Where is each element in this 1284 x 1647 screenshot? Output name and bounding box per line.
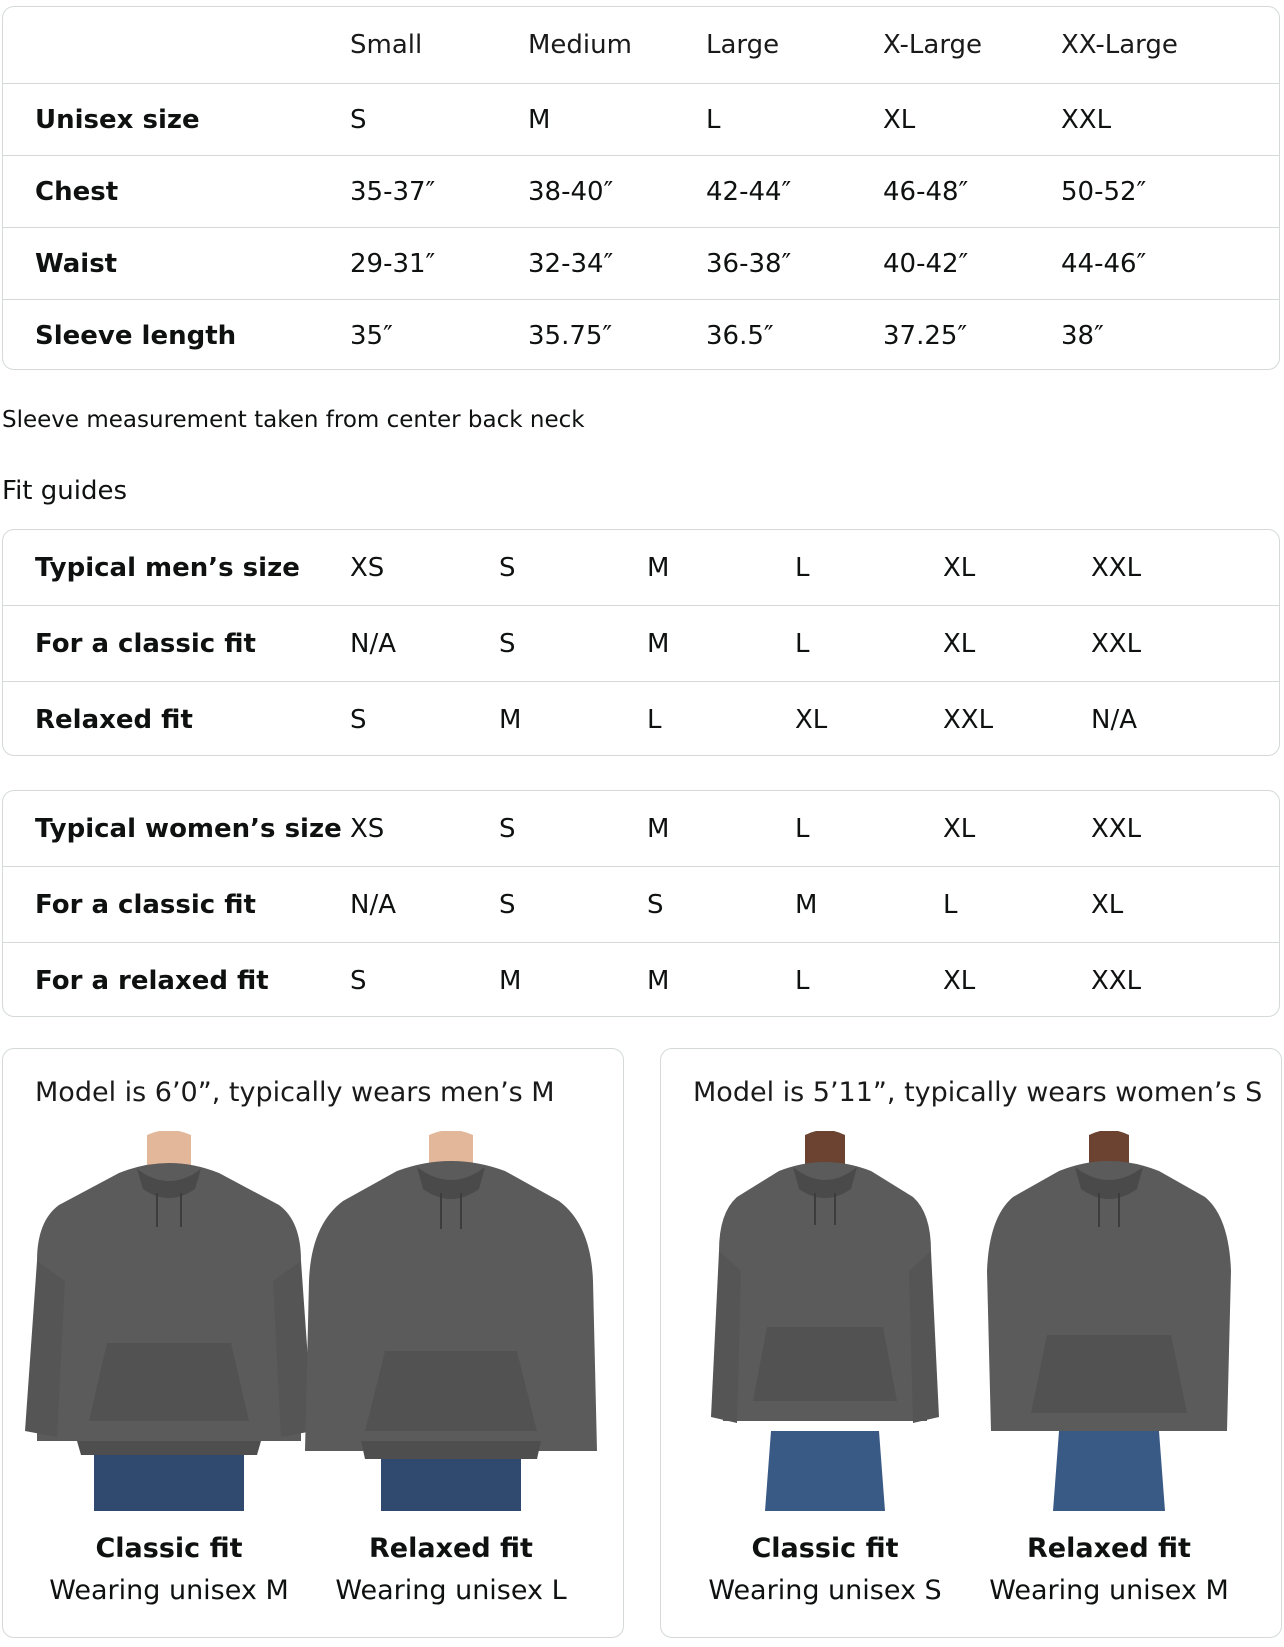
table-cell: 40-42″ <box>883 248 969 279</box>
table-cell: S <box>350 704 367 735</box>
table-cell: 50-52″ <box>1061 176 1147 207</box>
row-label: For a relaxed fit <box>35 965 269 996</box>
table-row <box>3 681 1279 756</box>
row-label: Chest <box>35 176 119 207</box>
table-cell: S <box>647 889 664 920</box>
womens-model-card <box>660 1048 1282 1638</box>
table-cell: XL <box>943 628 976 659</box>
row-label: For a classic fit <box>35 889 256 920</box>
table-cell: 37.25″ <box>883 320 968 351</box>
table-cell: L <box>706 104 721 135</box>
row-label: Typical men’s size <box>35 552 300 583</box>
table-row <box>3 791 1279 866</box>
size-header-small: Small <box>350 30 423 60</box>
table-cell: XXL <box>943 704 994 735</box>
table-cell: 46-48″ <box>883 176 969 207</box>
table-cell: S <box>499 552 516 583</box>
table-cell: XS <box>350 552 385 583</box>
table-cell: 36-38″ <box>706 248 792 279</box>
table-cell: 36.5″ <box>706 320 774 351</box>
table-row <box>3 227 1279 299</box>
table-cell: 35.75″ <box>528 320 613 351</box>
table-cell: L <box>795 552 810 583</box>
table-cell: S <box>350 965 367 996</box>
table-cell: S <box>350 104 367 135</box>
mens-classic-hoodie-icon <box>19 1131 319 1511</box>
fit-guides-title: Fit guides <box>2 476 127 506</box>
table-cell: 29-31″ <box>350 248 436 279</box>
table-cell: M <box>647 628 670 659</box>
table-cell: XXL <box>1091 813 1142 844</box>
womens-model-title: Model is 5’11”, typically wears women’s S <box>693 1077 1263 1108</box>
table-cell: S <box>499 889 516 920</box>
womens-classic-hoodie-photo <box>675 1131 975 1511</box>
mens-relaxed-wearing-label: Wearing unisex L <box>335 1575 567 1606</box>
mens-model-card <box>2 1048 624 1638</box>
table-row <box>3 83 1279 155</box>
size-header-large: Large <box>706 30 780 60</box>
table-cell: XS <box>350 813 385 844</box>
table-cell: M <box>647 813 670 844</box>
table-cell: XXL <box>1091 965 1142 996</box>
table-cell: S <box>499 813 516 844</box>
mens-fit-guide-table <box>2 529 1280 756</box>
table-cell: N/A <box>350 628 396 659</box>
size-header-medium: Medium <box>528 30 632 60</box>
mens-relaxed-fit-label: Relaxed fit <box>369 1533 533 1564</box>
table-cell: M <box>795 889 818 920</box>
womens-classic-fit-label: Classic fit <box>751 1533 899 1564</box>
table-cell: XL <box>795 704 828 735</box>
row-label: Sleeve length <box>35 320 237 351</box>
table-cell: 32-34″ <box>528 248 614 279</box>
row-label: Waist <box>35 248 118 279</box>
table-cell: XXL <box>1091 628 1142 659</box>
table-cell: 44-46″ <box>1061 248 1147 279</box>
womens-relaxed-fit-label: Relaxed fit <box>1027 1533 1191 1564</box>
womens-relaxed-hoodie-photo <box>959 1131 1259 1511</box>
table-cell: M <box>499 965 522 996</box>
table-row <box>3 942 1279 1017</box>
table-cell: M <box>528 104 551 135</box>
table-cell: L <box>795 628 810 659</box>
table-cell: M <box>647 552 670 583</box>
mens-classic-wearing-label: Wearing unisex M <box>49 1575 289 1606</box>
table-cell: XXL <box>1061 104 1112 135</box>
table-cell: XL <box>1091 889 1124 920</box>
table-cell: M <box>647 965 670 996</box>
row-label: For a classic fit <box>35 628 256 659</box>
table-cell: 35″ <box>350 320 393 351</box>
mens-model-title: Model is 6’0”, typically wears men’s M <box>35 1077 555 1108</box>
mens-relaxed-hoodie-photo <box>301 1131 601 1511</box>
mens-relaxed-hoodie-icon <box>301 1131 601 1511</box>
table-cell: 35-37″ <box>350 176 436 207</box>
table-cell: XL <box>883 104 916 135</box>
table-cell: 42-44″ <box>706 176 792 207</box>
size-header-row <box>3 7 1279 83</box>
table-row <box>3 866 1279 942</box>
womens-fit-guide-table <box>2 790 1280 1017</box>
row-label: Unisex size <box>35 104 200 135</box>
size-header-xxlarge: XX-Large <box>1061 30 1178 60</box>
mens-classic-hoodie-photo <box>19 1131 319 1511</box>
table-cell: XL <box>943 813 976 844</box>
table-cell: M <box>499 704 522 735</box>
size-chart-table <box>2 6 1280 370</box>
table-row <box>3 605 1279 681</box>
table-cell: XL <box>943 552 976 583</box>
table-cell: N/A <box>1091 704 1137 735</box>
womens-classic-hoodie-icon <box>675 1131 975 1511</box>
table-cell: L <box>795 813 810 844</box>
table-cell: L <box>795 965 810 996</box>
table-row <box>3 530 1279 605</box>
womens-relaxed-wearing-label: Wearing unisex M <box>989 1575 1229 1606</box>
womens-relaxed-hoodie-icon <box>959 1131 1259 1511</box>
table-cell: XXL <box>1091 552 1142 583</box>
womens-classic-wearing-label: Wearing unisex S <box>708 1575 942 1606</box>
row-label: Typical women’s size <box>35 813 342 844</box>
sleeve-note: Sleeve measurement taken from center back neck <box>2 407 585 433</box>
table-cell: L <box>647 704 662 735</box>
table-cell: S <box>499 628 516 659</box>
table-row <box>3 299 1279 370</box>
table-cell: L <box>943 889 958 920</box>
table-cell: N/A <box>350 889 396 920</box>
mens-classic-fit-label: Classic fit <box>95 1533 243 1564</box>
table-cell: 38″ <box>1061 320 1104 351</box>
table-row <box>3 155 1279 227</box>
row-label: Relaxed fit <box>35 704 193 735</box>
size-header-xlarge: X-Large <box>883 30 983 60</box>
table-cell: 38-40″ <box>528 176 614 207</box>
table-cell: XL <box>943 965 976 996</box>
